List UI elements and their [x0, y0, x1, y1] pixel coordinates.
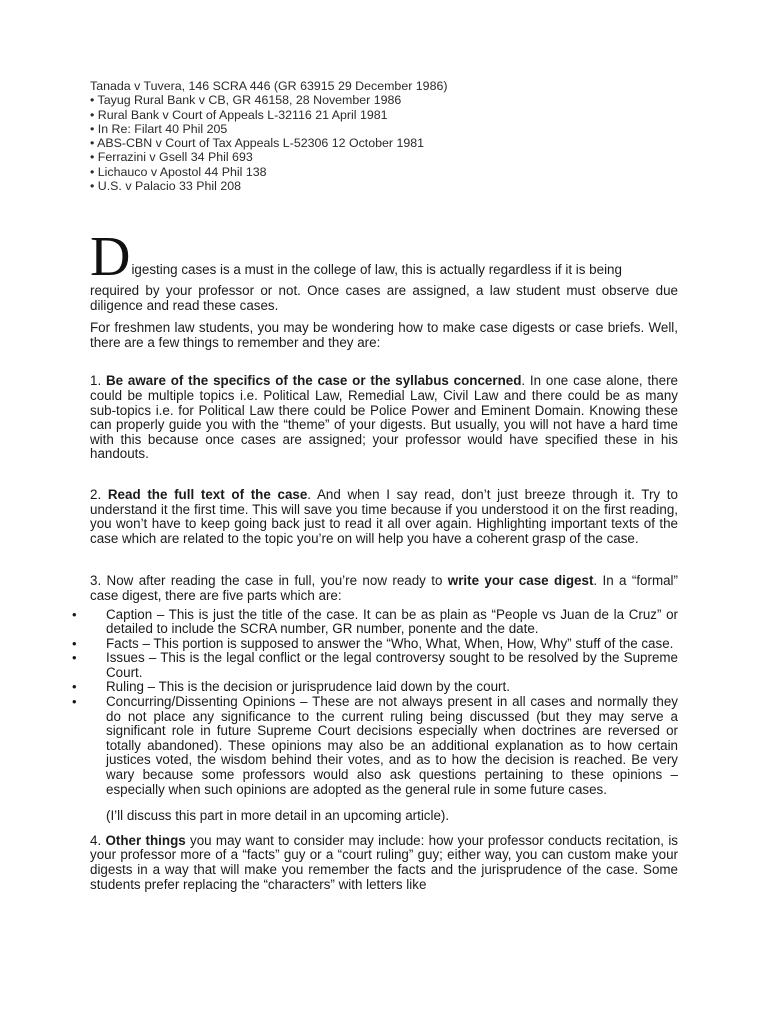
digest-parts-list	[72, 606, 678, 798]
point-2-heading: Read the full text of the case	[107, 486, 308, 502]
part-ruling: Ruling – This is the decision or jurisprudence laid down by the court.	[106, 679, 510, 695]
intro-freshmen-paragraph: For freshmen law students, you may be wondering how to make case digests or case briefs. Well, there are a few things to remember and they are:	[90, 320, 678, 350]
bullet-icon: •	[72, 650, 77, 666]
part-issues: Issues – This is the legal conflict or the legal controversy sought to be resolved by the Supreme Court.	[106, 650, 678, 680]
point-2-number: 2.	[90, 486, 102, 502]
citation-item: • In Re: Filart 40 Phil 205	[90, 121, 228, 136]
intro-lead-text: igesting cases is a must in the college of law, this is actually regardless if it is being	[131, 262, 622, 278]
list-item	[72, 679, 678, 695]
bullet-icon: •	[72, 694, 77, 710]
part-opinions: Concurring/Dissenting Opinions – These are not always present in all cases and normally they do not place any significance to the current ruling being discussed (but they may serve a significant role in future Supreme Court decisions especially when doctrines are reversed or totally abandoned). These opinions may also be an additional explanation as to how certain justices voted, the wisdom behind their votes, and as to how the decision is reached. Be very wary because some professors would also ask questions pertaining to these opinions – especially when such opinions are adopted as the general rule in some future cases.	[106, 694, 678, 797]
intro-continuation: required by your professor or not. Once cases are assigned, a law student must observe due diligence and read these cases.	[90, 283, 678, 313]
point-4-number: 4.	[90, 832, 102, 848]
citation-item: • U.S. v Palacio 33 Phil 208	[90, 179, 242, 194]
citation-item: • Ferrazini v Gsell 34 Phil 693	[90, 150, 253, 165]
point-4-text: you may want to consider may include: how your professor conducts recitation, is your professor more of a “facts” guy or a “court ruling” guy; either way, you can custom make your digests in a way that will make you remember the facts and the jurisprudence of the case. Some students prefer replacing the “characters” with letters like	[90, 832, 678, 892]
part-facts: Facts – This portion is supposed to answer the “Who, What, When, How, Why” stuff of the case.	[106, 635, 674, 651]
bullet-icon: •	[72, 635, 77, 651]
point-4-paragraph	[90, 834, 678, 892]
point-3-text: . In a “formal” case digest, there are five parts which are:	[90, 573, 678, 603]
point-1-heading: Be aware of the specifics of the case or the syllabus concerned	[106, 373, 522, 389]
list-item	[72, 694, 678, 797]
part-caption: Caption – This is just the title of the case. It can be as plain as “People vs Juan de la Cruz” or detailed to include the SCRA number, GR number, ponente and the date.	[106, 606, 678, 637]
bullet-icon: •	[72, 679, 77, 695]
point-3-heading: write your case digest	[447, 573, 594, 589]
citation-heading: Tanada v Tuvera, 146 SCRA 446 (GR 63915 29 December 1986)	[90, 79, 448, 93]
drop-cap: D	[90, 226, 131, 288]
list-item	[72, 635, 678, 652]
point-2-paragraph	[90, 488, 678, 546]
citation-list	[90, 79, 690, 193]
intro-lead-line	[90, 226, 678, 288]
list-item	[72, 650, 678, 680]
point-3-note: (I’ll discuss this part in more detail in an upcoming article).	[106, 808, 450, 824]
point-4-heading: Other things	[105, 832, 186, 848]
article-body	[72, 226, 678, 892]
point-1-number: 1.	[90, 373, 102, 389]
citation-item: • ABS-CBN v Court of Tax Appeals L-52306 12 October 1981	[90, 136, 425, 151]
point-2-text: . And when I say read, don’t just breeze through it. Try to understand it the first time. This will save you time because if you understood it on the first reading, you won’t have to keep going back just to read it all over again. Highlighting important texts of the case which are related to the topic you’re on will help you have a coherent grasp of the case.	[90, 486, 678, 546]
point-1-text: . In one case alone, there could be multiple topics i.e. Political Law, Remedial Law, Civil Law and there could be as many sub-topics i.e. for Political Law there could be Police Power and Eminent Domain. Knowing these can properly guide you with the “theme” of your digests. But usually, you will not have a hard time with this because once cases are assigned; your professor would have specified these in his handouts.	[90, 373, 678, 462]
point-3-lead: 3. Now after reading the case in full, you’re now ready to	[90, 573, 448, 589]
citation-item: • Lichauco v Apostol 44 Phil 138	[90, 164, 267, 179]
bullet-icon: •	[72, 606, 77, 622]
point-1-paragraph	[90, 374, 678, 462]
list-item	[72, 606, 678, 637]
point-3-paragraph	[90, 574, 678, 603]
citation-item: • Tayug Rural Bank v CB, GR 46158, 28 November 1986	[90, 93, 402, 108]
citation-item: • Rural Bank v Court of Appeals L-32116 21 April 1981	[90, 107, 388, 122]
